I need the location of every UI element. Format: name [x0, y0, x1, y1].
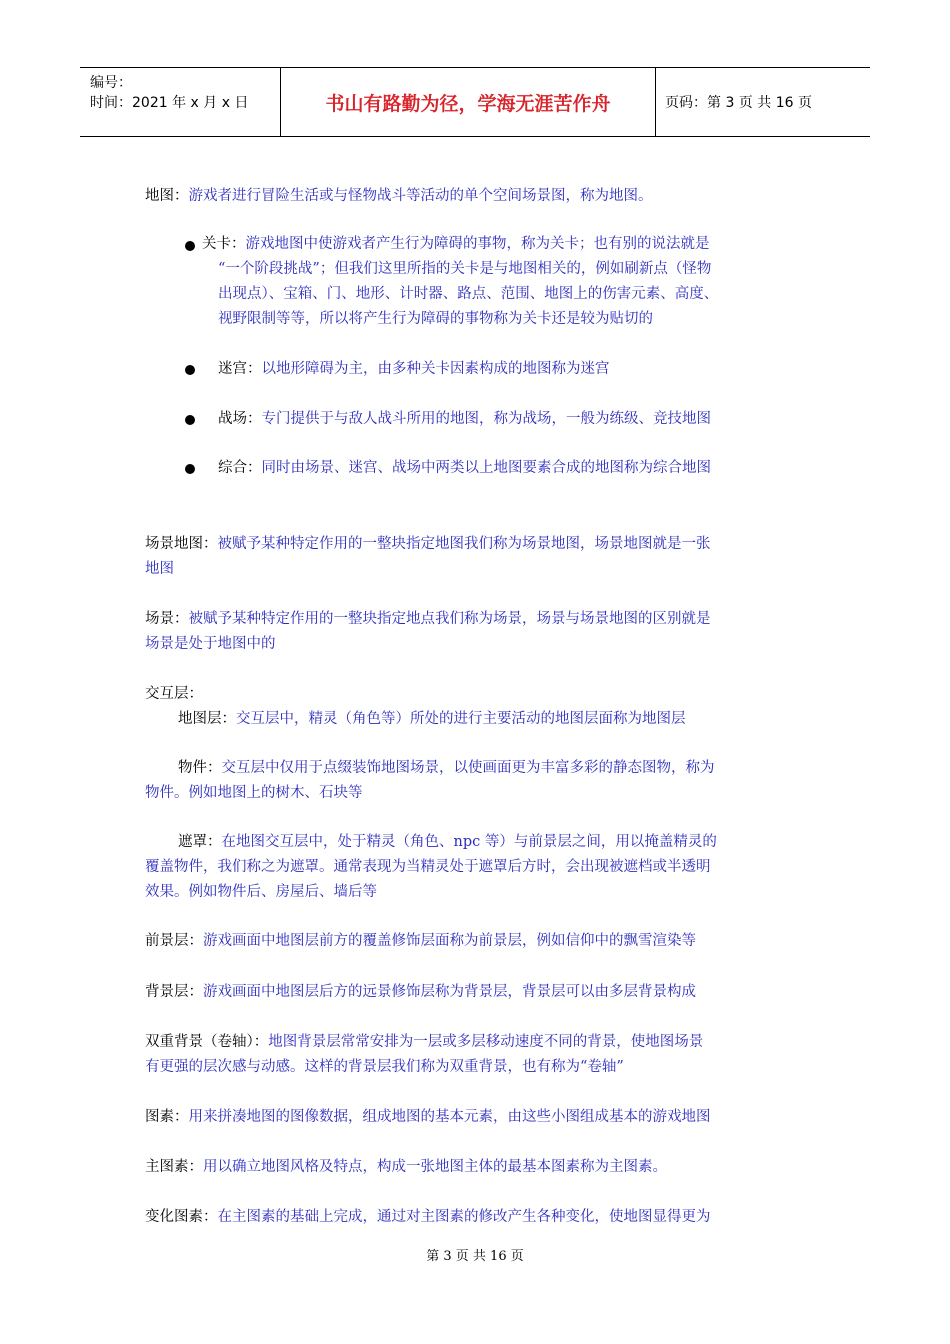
entry-term: 场景地图：	[145, 536, 218, 552]
entry-object	[178, 756, 818, 781]
entry-parallax-cont: 有更强的层次感与动感。这样的背景层我们称为双重背景，也有称为“卷轴”	[145, 1059, 624, 1075]
entry-tile	[145, 1105, 810, 1130]
entry-term: 地图：	[145, 188, 189, 204]
entry-definition: 游戏画面中地图层后方的远景修饰层称为背景层，背景层可以由多层背景构成	[203, 984, 696, 1000]
page-info: 页码：第 3 页 共 16 页	[665, 95, 812, 111]
page-header	[80, 67, 870, 137]
entry-level-cont3: 视野限制等等，所以将产生行为障碍的事物称为关卡还是较为贴切的	[218, 311, 653, 327]
entry-definition: 被赋予某种特定作用的一整块指定地图我们称为场景地图，场景地图就是一张	[217, 536, 711, 552]
time-label: 时间：2021 年 x 月 x 日	[90, 95, 249, 111]
bullet-dot	[185, 464, 195, 474]
entry-term: 综合：	[218, 460, 262, 476]
entry-definition: 游戏画面中地图层前方的覆盖修饰层面称为前景层，例如信仰中的飘雪渲染等	[203, 933, 696, 949]
entry-definition: 游戏者进行冒险生活或与怪物战斗等活动的单个空间场景图，称为地图。	[188, 188, 653, 204]
entry-scene-cont: 场景是处于地图中的	[145, 636, 276, 652]
entry-definition: 用来拼凑地图的图像数据，组成地图的基本元素，由这些小图组成基本的游戏地图	[188, 1109, 711, 1125]
entry-level	[202, 232, 817, 257]
entry-mask-cont: 覆盖物件，我们称之为遮罩。通常表现为当精灵处于遮罩后方时，会出现被遮档或半透明	[145, 859, 711, 875]
header-meta	[80, 68, 280, 136]
entry-background	[145, 980, 810, 1005]
entry-map	[145, 184, 810, 209]
entry-definition: 交互层中，精灵（角色等）所处的进行主要活动的地图层面称为地图层	[236, 711, 686, 727]
entry-definition: 专门提供于与敌人战斗所用的地图，称为战场，一般为练级、竞技地图	[261, 411, 711, 427]
entry-level-cont: “一个阶段挑战”；但我们这里所指的关卡是与地图相关的，例如刷新点（怪物	[218, 261, 712, 277]
entry-term: 地图层：	[178, 711, 236, 727]
motto: 书山有路勤为径，学海无涯苦作舟	[325, 92, 611, 115]
entry-term: 双重背景（卷轴）：	[145, 1034, 269, 1050]
entry-term: 场景：	[145, 611, 189, 627]
entry-term: 图素：	[145, 1109, 189, 1125]
entry-scene	[145, 607, 810, 632]
entry-term: 交互层：	[145, 686, 203, 702]
entry-mask-cont2: 效果。例如物件后、房屋后、墙后等	[145, 884, 377, 900]
entry-main-tile	[145, 1155, 810, 1180]
entry-object-cont: 物件。例如地图上的树木、石块等	[145, 785, 363, 801]
bullet-dot	[185, 365, 195, 375]
bullet-dot	[185, 241, 195, 251]
entry-definition: 地图背景层常常安排为一层或多层移动速度不同的背景，使地图场景	[268, 1034, 704, 1050]
entry-level-cont2: 出现点）、宝箱、门、地形、计时器、路点、范围、地图上的伤害元素、高度、	[218, 286, 719, 302]
entry-parallax	[145, 1030, 810, 1055]
entry-variant-tile	[145, 1205, 810, 1230]
entry-map-layer	[178, 707, 818, 732]
entry-interaction-layer	[145, 682, 810, 707]
header-page-cell	[655, 68, 870, 136]
entry-term: 前景层：	[145, 933, 203, 949]
entry-definition: 以地形障碍为主，由多种关卡因素构成的地图称为迷宫	[261, 361, 610, 377]
number-label: 编号：	[90, 75, 132, 91]
entry-definition: 交互层中仅用于点缀装饰地图场景，以使画面更为丰富多彩的静态图物，称为	[221, 760, 715, 776]
entry-scene-map	[145, 532, 810, 557]
bullet-dot	[185, 415, 195, 425]
entry-definition: 被赋予某种特定作用的一整块指定地点我们称为场景，场景与场景地图的区别就是	[188, 611, 711, 627]
entry-term: 战场：	[218, 411, 262, 427]
header-motto-cell	[280, 68, 656, 136]
entry-definition: 在地图交互层中，处于精灵（角色、npc 等）与前景层之间，用以掩盖精灵的	[221, 834, 717, 850]
entry-term: 迷宫：	[218, 361, 262, 377]
entry-mask	[178, 830, 818, 855]
entry-term: 物件：	[178, 760, 222, 776]
entry-definition: 同时由场景、迷宫、战场中两类以上地图要素合成的地图称为综合地图	[261, 460, 711, 476]
entry-term: 遮罩：	[178, 834, 222, 850]
entry-term: 关卡：	[202, 236, 246, 252]
entry-foreground	[145, 929, 810, 954]
entry-maze	[218, 357, 818, 382]
entry-battlefield	[218, 407, 818, 432]
entry-scene-map-cont: 地图	[145, 561, 174, 577]
entry-term: 背景层：	[145, 984, 203, 1000]
entry-definition: 在主图素的基础上完成，通过对主图素的修改产生各种变化，使地图显得更为	[217, 1209, 711, 1225]
entry-term: 主图素：	[145, 1159, 203, 1175]
entry-definition: 游戏地图中使游戏者产生行为障碍的事物，称为关卡；也有别的说法就是	[245, 236, 710, 252]
entry-definition: 用以确立地图风格及特点，构成一张地图主体的最基本图素称为主图素。	[203, 1159, 667, 1175]
entry-composite	[218, 456, 818, 481]
page-footer: 第 3 页 共 16 页	[426, 1249, 524, 1264]
entry-term: 变化图素：	[145, 1209, 218, 1225]
